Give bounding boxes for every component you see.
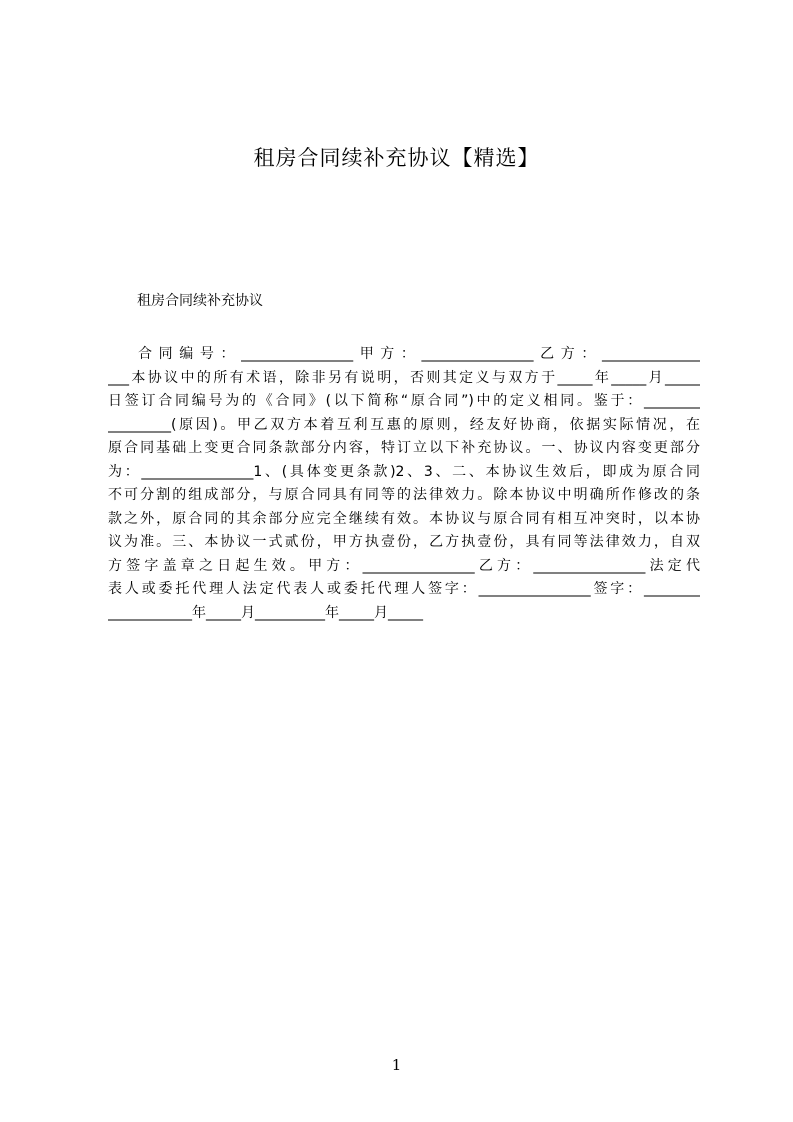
body-line: 表人或委托代理人法定代表人或委托代理人签字：________________签字：________: [108, 581, 700, 597]
body-line: 款之外，原合同的其余部分应完全继续有效。本协议与原合同有相互冲突时，以本协: [108, 510, 700, 527]
body-line: 原合同基础上变更合同条款部分内容，特订立以下补充协议。一、协议内容变更部分: [108, 440, 700, 456]
body-line: 不可分割的组成部分，与原合同具有同等的法律效力。除本协议中明确所作修改的条: [108, 487, 700, 503]
body-line: 方签字盖章之日起生效。甲方：________________乙方：________________法定代: [108, 557, 700, 574]
document-subtitle: 租房合同续补充协议: [137, 293, 263, 309]
body-line: 议为准。三、本协议一式贰份，甲方执壹份，乙方执壹份，具有同等法律效力，自双: [108, 534, 700, 550]
body-line: 日签订合同编号为的《合同》(以下简称“原合同”)中的定义相同。鉴于：________: [108, 393, 700, 409]
body-line: _________(原因)。甲乙双方本着互利互惠的原则，经友好协商，依据实际情况，在: [108, 416, 700, 433]
agreement-body: [108, 343, 700, 625]
body-line: ____________年_____月__________年_____月_____: [108, 604, 423, 621]
body-line: 为：________________1、(具体变更条款)2、3、二、本协议生效后，即成为原合同: [108, 463, 700, 480]
body-line: 合同编号：________________甲方：________________乙方：______________: [138, 346, 700, 362]
body-line: ___本协议中的所有术语，除非另有说明，否则其定义与双方于_____年_____月_____: [108, 369, 700, 386]
page-number: 1: [391, 1056, 402, 1074]
document-title: 租房合同续补充协议【精选】: [253, 146, 540, 170]
